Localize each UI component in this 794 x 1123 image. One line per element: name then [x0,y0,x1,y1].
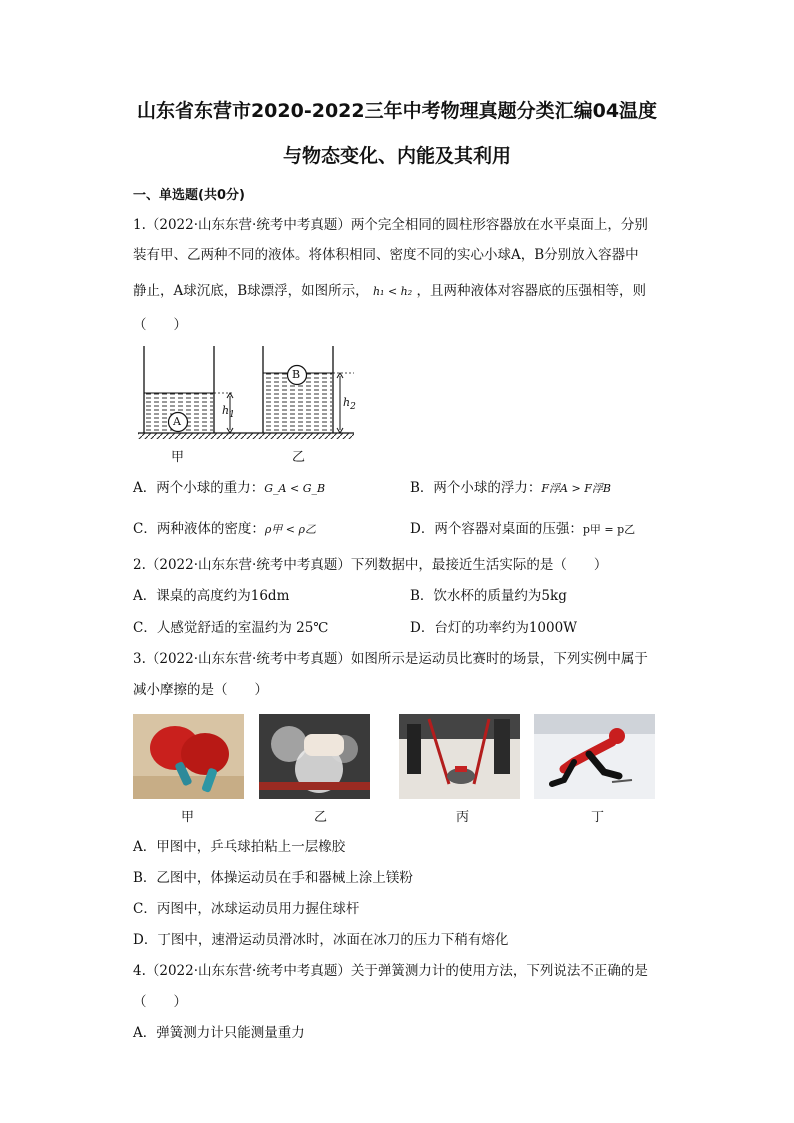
q3-option-a: A．甲图中，乒乓球拍粘上一层橡胶 [133,839,346,855]
q2-line-1: 2.（2022·山东东营·统考中考真题）下列数据中，最接近生活实际的是（ ） [133,557,608,573]
containers-figure [130,340,370,460]
q1-line-3-text-b: ，且两种液体对容器底的压强相等，则 [416,283,646,299]
q2-option-a: A．课桌的高度约为16dm [133,588,290,604]
ball-a-label: A [173,415,181,428]
section-heading: 一、单选题(共0分) [133,188,245,203]
ball-b-label: B [292,368,301,381]
figure-caption-jia: 甲 [171,450,185,465]
q4-line-1: 4.（2022·山东东营·统考中考真题）关于弹簧测力计的使用方法，下列说法不正确的是 [133,963,648,979]
photo-caption-4: 丁 [591,810,605,825]
photo-speed-skater [534,714,655,799]
document-title-line-2: 与物态变化、内能及其利用 [282,145,511,167]
q3-option-c: C．丙图中，冰球运动员用力握住球杆 [133,901,360,917]
container-yi [263,346,333,433]
q1-inline-math: h₁ < h₂ [372,285,413,298]
photo-chalk-hands [259,714,370,799]
q1-line-3 [133,282,646,301]
q1-option-a: A．两个小球的重力：G_A < G_B [133,480,326,496]
q4-line-2: （ ） [133,994,187,1010]
q1-line-2: 装有甲、乙两种不同的液体。将体积相同、密度不同的实心小球A，B分别放入容器中 [133,247,639,263]
q1-line-1: 1.（2022·山东东营·统考中考真题）两个完全相同的圆柱形容器放在水平桌面上，分别 [133,217,648,233]
document-title-line-1: 山东省东营市2020-2022三年中考物理真题分类汇编04温度 [136,100,658,122]
photo-caption-2: 乙 [314,810,328,825]
q3-line-1: 3.（2022·山东东营·统考中考真题）如图所示是运动员比赛时的场景，下列实例中属于 [133,651,648,667]
photo-caption-1: 甲 [181,810,195,825]
q4-option-a: A．弹簧测力计只能测量重力 [133,1025,305,1041]
q3-option-b: B．乙图中，体操运动员在手和器械上涂上镁粉 [133,870,413,886]
h2-label: $h_2$ [343,396,356,413]
q2-option-d: D．台灯的功率约为1000W [410,620,578,636]
q1-option-b: B．两个小球的浮力：F浮A > F浮B [410,480,611,496]
q1-option-d: D．两个容器对桌面的压强：p甲 = p乙 [410,521,636,537]
figure-caption-yi: 乙 [292,450,306,465]
photo-caption-3: 丙 [456,810,470,825]
photo-ping-pong-paddles [133,714,244,799]
photo-curling [399,714,520,799]
q1-line-4: （ ） [133,317,187,333]
q2-option-b: B．饮水杯的质量约为5kg [410,588,567,604]
q2-option-c: C．人感觉舒适的室温约为 25℃ [133,620,329,636]
q3-option-d: D．丁图中，速滑运动员滑冰时，冰面在冰刀的压力下稍有熔化 [133,932,509,948]
h1-label: $h_1$ [222,404,235,421]
q1-line-3-text-a: 静止，A球沉底，B球漂浮，如图所示， [133,283,369,299]
q1-option-c: C．两种液体的密度：ρ甲 < ρ乙 [133,521,316,537]
q3-line-2: 减小摩擦的是（ ） [133,682,268,698]
